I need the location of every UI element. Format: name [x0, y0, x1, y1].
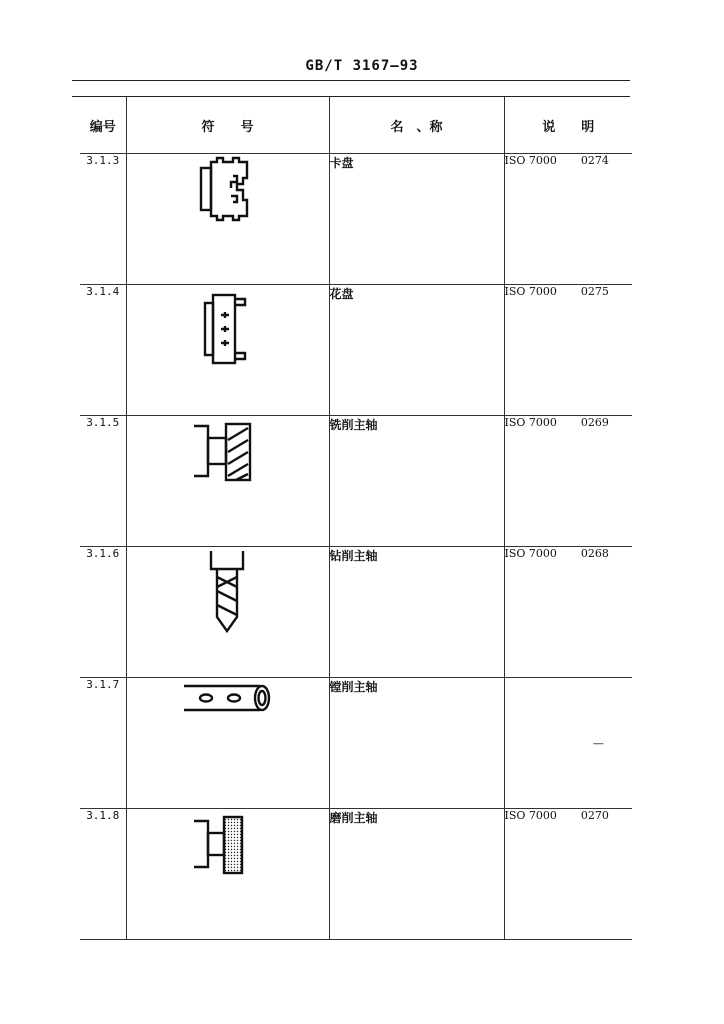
- header-rule: [72, 80, 630, 81]
- iso-ref: ISO 7000: [504, 416, 557, 429]
- row-desc: [504, 547, 632, 678]
- table-row: [80, 547, 632, 678]
- col-symbol-header: 符 号: [126, 97, 329, 154]
- empty-dash: —: [592, 736, 604, 750]
- row-number: 3.1.4: [80, 285, 126, 416]
- faceplate-icon: [193, 285, 263, 367]
- iso-code: 0275: [580, 285, 609, 298]
- row-desc: [504, 809, 632, 940]
- symbol-table: [80, 97, 632, 940]
- row-name: 钻削主轴: [329, 547, 504, 678]
- iso-ref: ISO 7000: [504, 809, 557, 822]
- iso-code: 0269: [580, 416, 609, 429]
- row-name: 磨削主轴: [329, 809, 504, 940]
- symbol-cell: [126, 416, 329, 547]
- row-number: 3.1.8: [80, 809, 126, 940]
- iso-code: 0274: [580, 154, 609, 167]
- standard-header: GB/T 3167—93: [305, 58, 419, 74]
- symbol-cell: [126, 154, 329, 285]
- row-name: 花盘: [329, 285, 504, 416]
- col-number-header: 编号: [80, 97, 126, 154]
- row-desc: [504, 678, 632, 809]
- col-name-header: 名 、称: [329, 97, 504, 154]
- row-name: 卡盘: [329, 154, 504, 285]
- row-name: 镗削主轴: [329, 678, 504, 809]
- table-row: [80, 416, 632, 547]
- iso-code: 0268: [580, 547, 609, 560]
- grinding-spindle-icon: [188, 809, 268, 879]
- table-row: [80, 154, 632, 285]
- iso-ref: ISO 7000: [504, 285, 557, 298]
- row-number: 3.1.7: [80, 678, 126, 809]
- symbol-cell: [126, 547, 329, 678]
- row-number: 3.1.3: [80, 154, 126, 285]
- row-number: 3.1.6: [80, 547, 126, 678]
- row-desc: [504, 416, 632, 547]
- table-header-row: [80, 97, 632, 154]
- iso-ref: ISO 7000: [504, 154, 557, 167]
- chuck-icon: [193, 154, 263, 224]
- symbol-cell: [126, 285, 329, 416]
- iso-ref: ISO 7000: [504, 547, 557, 560]
- table-row: [80, 285, 632, 416]
- symbol-cell: [126, 678, 329, 809]
- table-row: [80, 809, 632, 940]
- drilling-spindle-icon: [203, 547, 253, 637]
- row-desc: [504, 154, 632, 285]
- boring-spindle-icon: [180, 678, 276, 718]
- col-desc-header: 说 明: [504, 97, 632, 154]
- iso-code: 0270: [580, 809, 609, 822]
- row-name: 铣削主轴: [329, 416, 504, 547]
- row-desc: [504, 285, 632, 416]
- symbol-cell: [126, 809, 329, 940]
- milling-spindle-icon: [188, 416, 268, 486]
- row-number: 3.1.5: [80, 416, 126, 547]
- table-row: [80, 678, 632, 809]
